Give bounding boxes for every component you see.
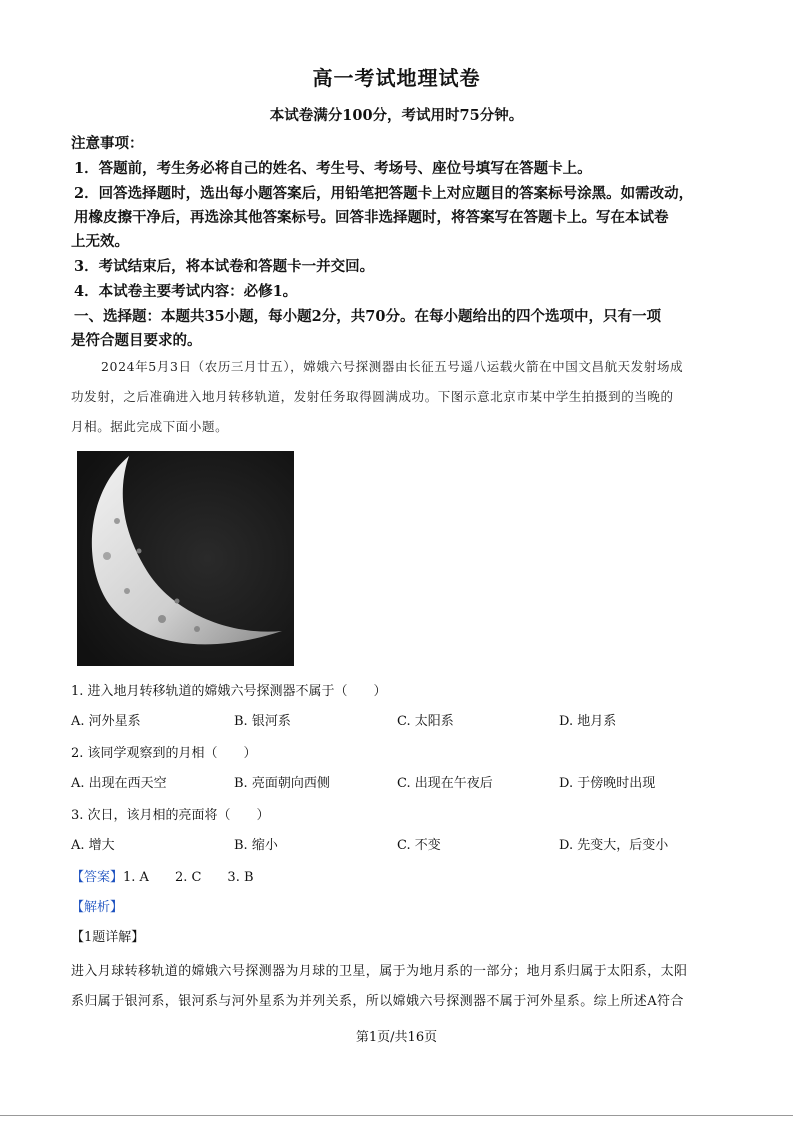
note-item-1: 1．答题前，考生务必将自己的姓名、考生号、考场号、座位号填写在答题卡上。 — [74, 160, 592, 177]
page-number: 第1页/共16页 — [355, 1030, 438, 1045]
question-2-option-c: C. 出现在午夜后 — [397, 776, 493, 791]
moon-crescent-image — [77, 451, 294, 666]
section-instruction-line-2: 是符合题目要求的。 — [71, 332, 202, 349]
note-item-3: 3．考试结束后，将本试卷和答题卡一并交回。 — [74, 258, 375, 275]
question-2-option-d: D. 于傍晚时出现 — [559, 776, 656, 791]
analysis-detail-heading: 【1题详解】 — [71, 930, 145, 945]
notes-heading: 注意事项： — [71, 135, 144, 152]
question-2-option-a: A. 出现在西天空 — [71, 776, 167, 791]
analysis-text-line-1: 进入月球转移轨道的嫦娥六号探测器为月球的卫星，属于为地月系的一部分；地月系归属于太阳系，太阳 — [71, 964, 688, 979]
passage-line-3: 月相。据此完成下面小题。 — [71, 419, 229, 434]
question-1-stem: 1. 进入地月转移轨道的嫦娥六号探测器不属于（ ） — [71, 684, 387, 699]
question-1-option-d: D. 地月系 — [559, 714, 617, 729]
question-3-stem: 3. 次日，该月相的亮面将（ ） — [71, 808, 270, 823]
analysis-text-line-2: 系归属于银河系，银河系与河外星系为并列关系，所以嫦娥六号探测器不属于河外星系。综上所述A符合 — [71, 994, 684, 1009]
question-3-option-a: A. 增大 — [71, 838, 115, 853]
section-instruction-line-1: 一、选择题：本题共35小题，每小题2分，共70分。在每小题给出的四个选项中，只有一项 — [74, 308, 661, 325]
note-item-2-line-3: 上无效。 — [71, 233, 129, 250]
exam-subtitle: 本试卷满分100分，考试用时75分钟。 — [269, 107, 524, 124]
analysis-line — [71, 896, 123, 915]
answer-line — [71, 866, 254, 885]
question-3-option-c: C. 不变 — [397, 838, 441, 853]
bottom-divider — [0, 1115, 793, 1116]
question-1-option-b: B. 银河系 — [234, 714, 291, 729]
moon-photo — [77, 451, 294, 666]
passage-line-2: 功发射，之后准确进入地月转移轨道，发射任务取得圆满成功。下图示意北京市某中学生拍摄到的当晚的 — [71, 389, 674, 404]
analysis-tag: 【解析】 — [71, 900, 124, 915]
question-3-option-b: B. 缩小 — [234, 838, 278, 853]
question-1-option-c: C. 太阳系 — [397, 714, 454, 729]
question-2-stem: 2. 该同学观察到的月相（ ） — [71, 746, 257, 761]
exam-title: 高一考试地理试卷 — [312, 66, 481, 90]
note-item-2-line-2: 用橡皮擦干净后，再选涂其他答案标号。回答非选择题时，将答案写在答题卡上。写在本试卷 — [74, 209, 669, 226]
question-3-option-d: D. 先变大，后变小 — [559, 838, 669, 853]
note-item-2-line-1: 2．回答选择题时，选出每小题答案后，用铅笔把答题卡上对应题目的答案标号涂黑。如需改动， — [74, 185, 694, 202]
answer-values: 1. A 2. C 3. B — [123, 870, 254, 885]
answer-tag: 【答案】 — [71, 870, 124, 885]
question-2-option-b: B. 亮面朝向西侧 — [234, 776, 330, 791]
note-item-4: 4．本试卷主要考试内容：必修1。 — [74, 283, 298, 300]
passage-line-1: 2024年5月3日（农历三月廿五），嫦娥六号探测器由长征五号遥八运载火箭在中国文昌航天发射场成 — [101, 359, 684, 374]
question-1-option-a: A. 河外星系 — [71, 714, 141, 729]
